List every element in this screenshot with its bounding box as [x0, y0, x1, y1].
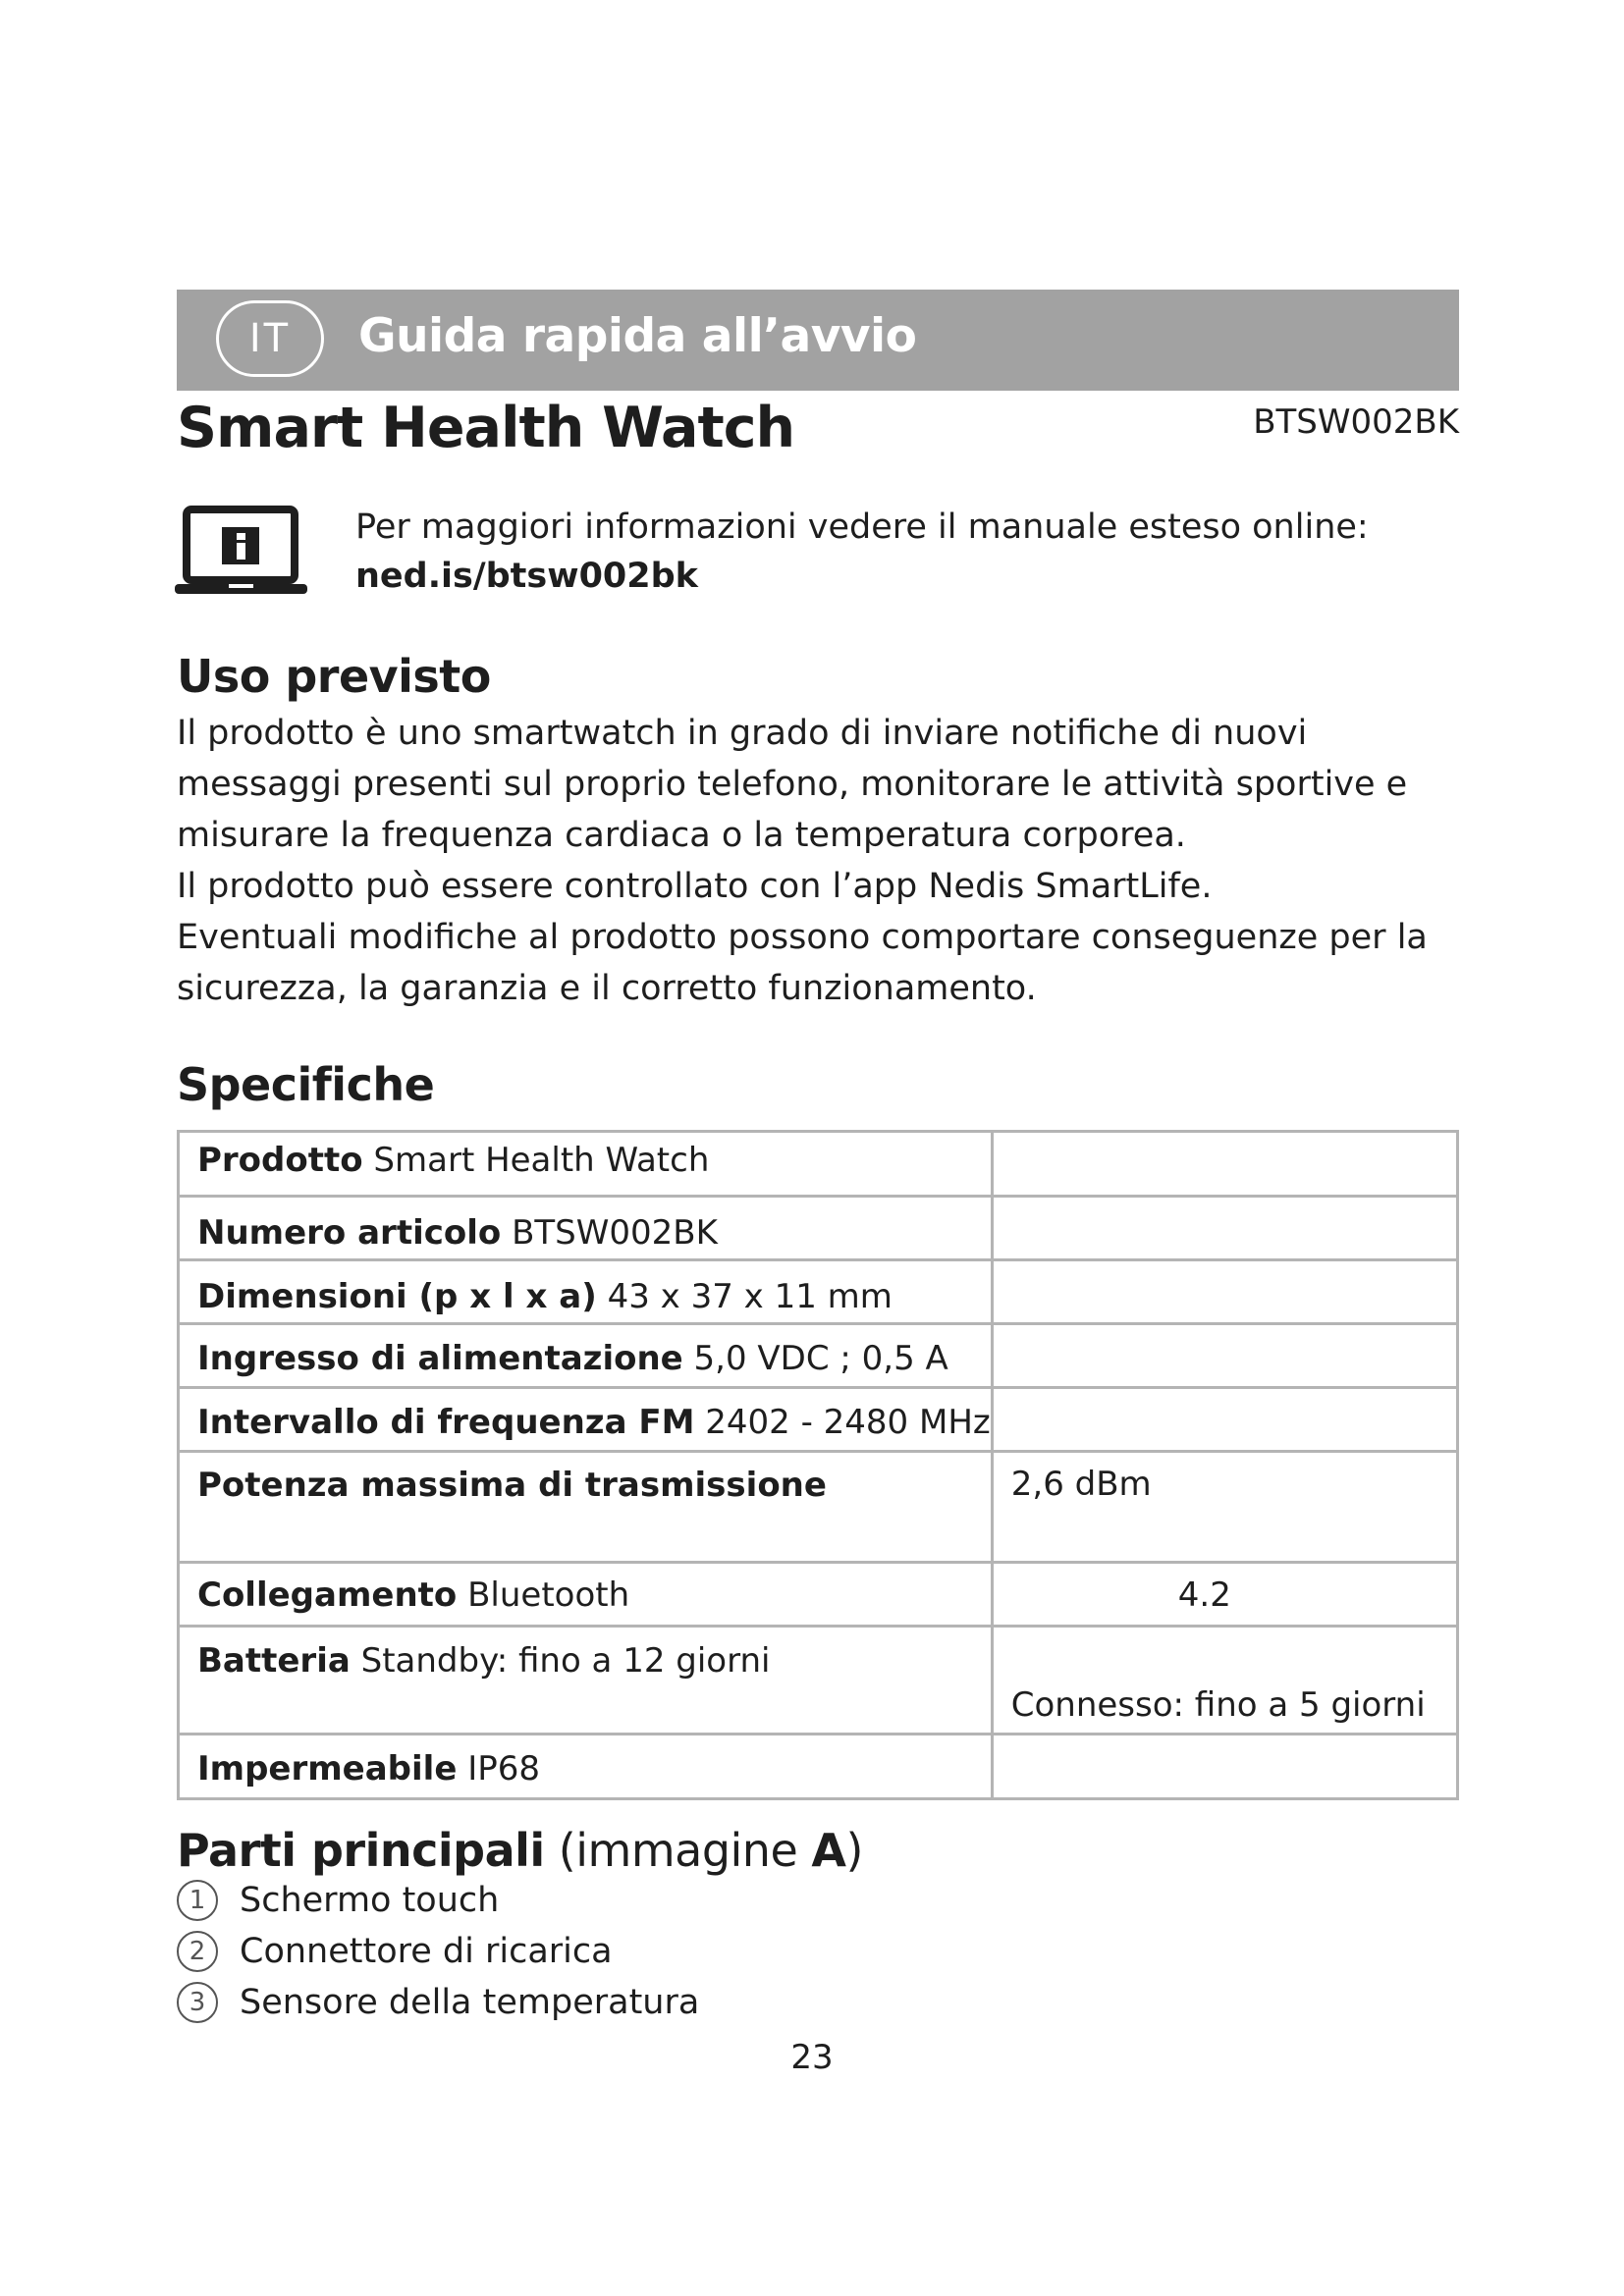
table-row [179, 1260, 1458, 1324]
table-row [179, 1388, 1458, 1452]
part-label: Schermo touch [240, 1881, 500, 1920]
laptop-info-icon [175, 506, 307, 597]
spec-label: Potenza massima di trasmissione [197, 1466, 827, 1505]
main-parts-heading-bold: Parti principali [177, 1824, 545, 1877]
spec-value: 2402 - 2480 MHz [705, 1403, 991, 1442]
table-row [179, 1452, 1458, 1563]
spec-cell [179, 1563, 993, 1627]
spec-label: Prodotto [197, 1141, 363, 1180]
part-number-badge: 2 [177, 1931, 218, 1972]
spec-label: Collegamento [197, 1575, 458, 1615]
language-badge: IT [216, 300, 324, 377]
spec-cell [179, 1260, 993, 1324]
spec-cell [179, 1132, 993, 1197]
spec-cell-empty [992, 1324, 1457, 1388]
spec-value: Smart Health Watch [373, 1141, 710, 1180]
spec-cell [179, 1197, 993, 1260]
spec-value: 43 x 37 x 11 mm [607, 1277, 893, 1316]
main-parts-heading [177, 1824, 863, 1877]
part-number-badge: 1 [177, 1880, 218, 1921]
model-code: BTSW002BK [1253, 402, 1459, 442]
spec-cell-empty [992, 1132, 1457, 1197]
part-number-badge: 3 [177, 1982, 218, 2023]
info-text [355, 503, 1369, 601]
spec-value-secondary: 2,6 dBm [1010, 1465, 1152, 1504]
list-item [177, 1977, 699, 2028]
intended-use-paragraph: Il prodotto può essere controllato con l’app Nedis SmartLife. [177, 867, 1213, 906]
table-row [179, 1132, 1458, 1197]
main-parts-heading-close: ) [845, 1824, 863, 1877]
intended-use-body [177, 708, 1473, 1014]
spec-value-secondary: Connesso: fino a 5 giorni [1010, 1685, 1426, 1725]
spec-label: Numero articolo [197, 1213, 502, 1253]
list-item [177, 1875, 699, 1926]
spec-value: 5,0 VDC ; 0,5 A [693, 1339, 948, 1378]
product-title: Smart Health Watch [177, 396, 795, 460]
spec-cell-empty [992, 1197, 1457, 1260]
part-label: Connettore di ricarica [240, 1932, 613, 1971]
main-parts-list [177, 1875, 699, 2028]
guide-title: Guida rapida all’avvio [358, 309, 917, 363]
spec-cell-empty [992, 1260, 1457, 1324]
page-number: 23 [790, 2038, 834, 2077]
spec-value: IP68 [467, 1749, 540, 1789]
spec-cell [992, 1563, 1457, 1627]
spec-label: Impermeabile [197, 1749, 458, 1789]
table-row [179, 1563, 1458, 1627]
spec-value-secondary: 4.2 [1177, 1575, 1231, 1615]
spec-cell [179, 1324, 993, 1388]
language-header-bar [177, 290, 1459, 391]
specifications-table [177, 1130, 1459, 1800]
spec-label: Batteria [197, 1641, 351, 1681]
intended-use-paragraph: Eventuali modifiche al prodotto possono comportare conseguenze per la sicurezza, la garanzia e il corretto funzionamento. [177, 918, 1428, 1008]
specifications-heading: Specifiche [177, 1058, 435, 1111]
spec-label: Ingresso di alimentazione [197, 1339, 683, 1378]
info-description: Per maggiori informazioni vedere il manuale esteso online: [355, 507, 1369, 547]
table-row [179, 1324, 1458, 1388]
spec-value: Standby: fino a 12 giorni [360, 1641, 771, 1681]
spec-value: Bluetooth [467, 1575, 630, 1615]
spec-cell-empty [992, 1388, 1457, 1452]
table-row [179, 1735, 1458, 1799]
spec-cell-empty [992, 1735, 1457, 1799]
part-label: Sensore della temperatura [240, 1983, 700, 2022]
table-row [179, 1627, 1458, 1735]
spec-cell [992, 1452, 1457, 1563]
spec-label: Intervallo di frequenza FM [197, 1403, 695, 1442]
spec-cell [179, 1452, 993, 1563]
intended-use-paragraph: Il prodotto è uno smartwatch in grado di inviare notifiche di nuovi messaggi presenti sul proprio telefono, monitorare le attività sportive e misurare la frequenza cardiaca o la temperatura corporea. [177, 714, 1408, 855]
spec-value: BTSW002BK [512, 1213, 718, 1253]
spec-cell [992, 1627, 1457, 1735]
spec-cell [179, 1627, 993, 1735]
list-item [177, 1926, 699, 1977]
main-parts-heading-rest: (immagine [544, 1824, 812, 1877]
intended-use-heading: Uso previsto [177, 650, 491, 703]
spec-cell [179, 1388, 993, 1452]
manual-link[interactable]: ned.is/btsw002bk [355, 557, 698, 596]
spec-label: Dimensioni (p x l x a) [197, 1277, 597, 1316]
spec-cell [179, 1735, 993, 1799]
table-row [179, 1197, 1458, 1260]
main-parts-figure-letter: A [811, 1824, 846, 1877]
